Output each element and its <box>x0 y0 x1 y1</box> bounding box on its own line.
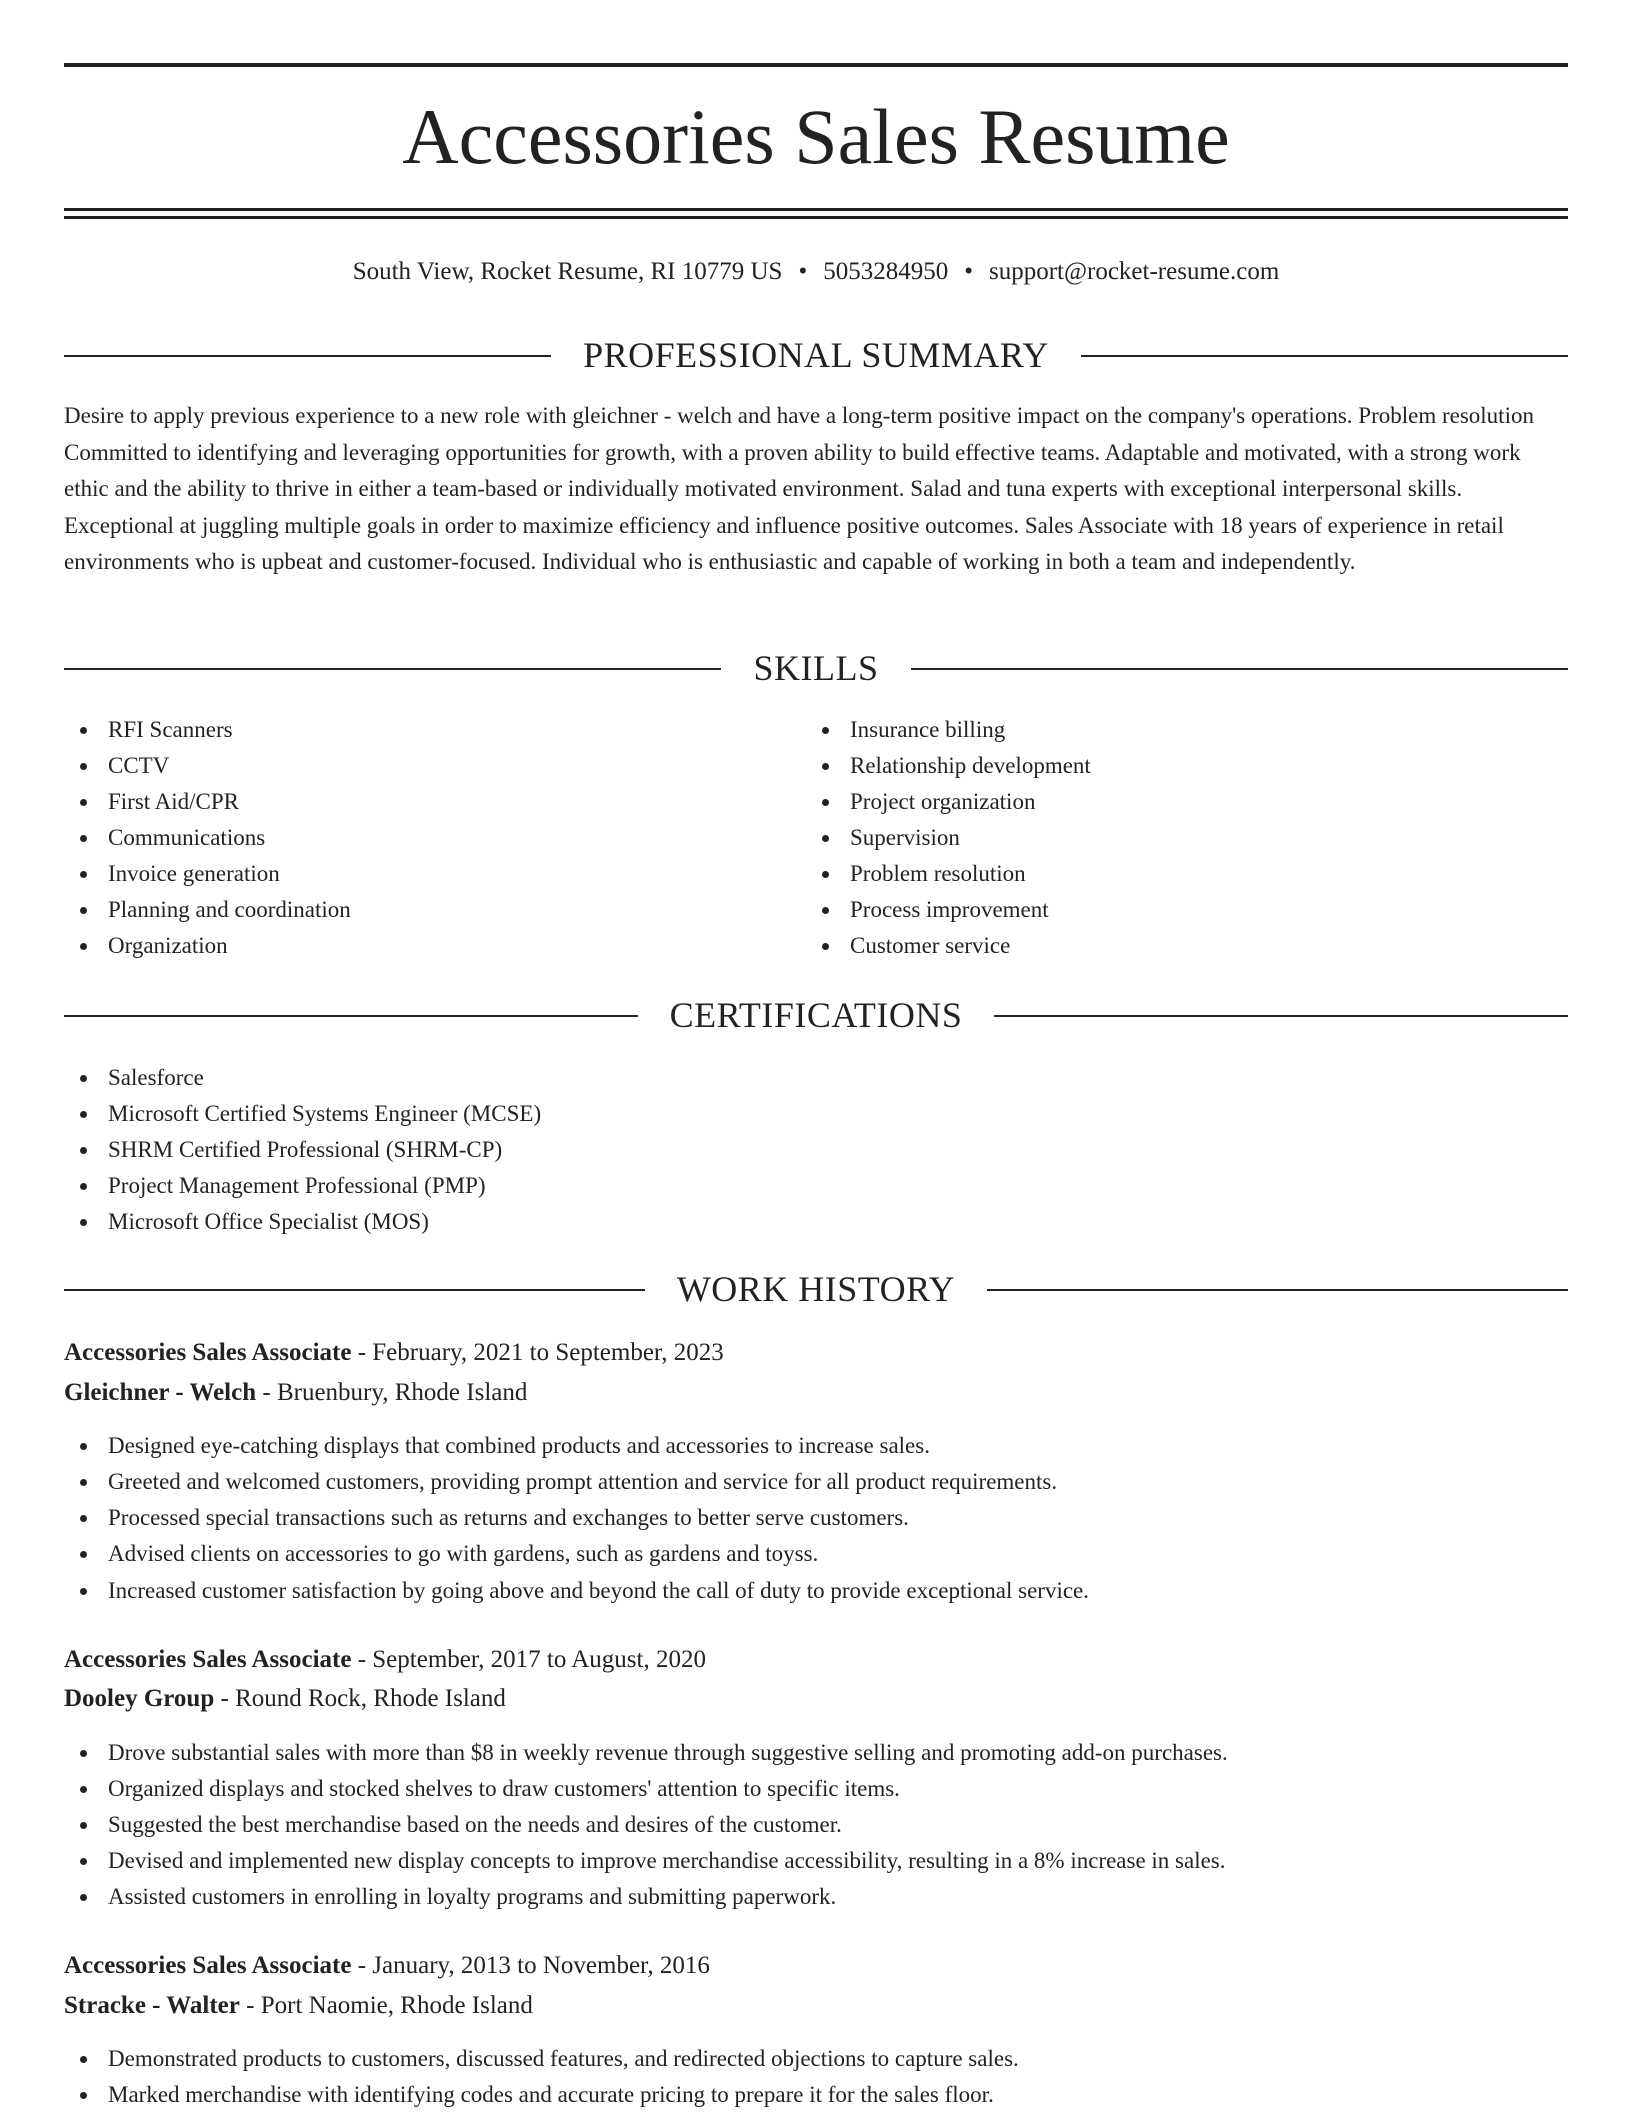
job-company: Dooley Group <box>64 1685 215 1712</box>
job-title-line <box>64 1948 710 1984</box>
list-item: Microsoft Office Specialist (MOS) <box>64 1204 1568 1240</box>
job-company: Gleichner - Welch <box>64 1379 257 1406</box>
job-company-line <box>64 1988 533 2024</box>
list-item: Customer service <box>806 928 1546 964</box>
list-item: Designed eye-catching displays that combined products and accessories to increase sales. <box>64 1428 1568 1464</box>
top-rule <box>64 63 1568 67</box>
job-title: Accessories Sales Associate <box>64 1646 352 1673</box>
list-item: Suggested the best merchandise based on the needs and desires of the customer. <box>64 1807 1568 1843</box>
list-item: Process improvement <box>806 892 1546 928</box>
contact-phone: 5053284950 <box>823 258 949 285</box>
job-dates: - January, 2013 to November, 2016 <box>351 1952 710 1979</box>
job-dates: - September, 2017 to August, 2020 <box>351 1646 706 1673</box>
job-title-line <box>64 1335 724 1371</box>
job-dates: - February, 2021 to September, 2023 <box>351 1339 724 1366</box>
job-bullets <box>64 1428 1568 1609</box>
list-item: Salesforce <box>64 1060 1568 1096</box>
certifications-list <box>64 1060 1568 1240</box>
list-item: Advised clients on accessories to go with gardens, such as gardens and toyss. <box>64 1536 1568 1572</box>
job-location: - Bruenbury, Rhode Island <box>256 1379 528 1406</box>
list-item: Organized displays and stocked shelves to draw customers' attention to specific items. <box>64 1771 1568 1807</box>
contact-email: support@rocket-resume.com <box>988 258 1280 285</box>
title-rule-lower <box>64 216 1568 219</box>
list-item: Drove substantial sales with more than $8 in weekly revenue through suggestive selling and promoting add-on purchases. <box>64 1735 1568 1771</box>
job-company-line <box>64 1681 506 1717</box>
skills-heading-text: SKILLS <box>721 648 910 688</box>
list-item: Demonstrated products to customers, discussed features, and redirected objections to capture sales. <box>64 2041 1568 2077</box>
contact-address: South View, Rocket Resume, RI 10779 US <box>352 258 783 285</box>
work-history-heading-text: WORK HISTORY <box>645 1269 987 1309</box>
job-company: Stracke - Walter <box>64 1992 240 2019</box>
summary-heading-text: PROFESSIONAL SUMMARY <box>551 335 1081 375</box>
list-item: Supervision <box>806 820 1546 856</box>
list-item: Processed special transactions such as returns and exchanges to better serve customers. <box>64 1500 1568 1536</box>
list-item: Insurance billing <box>806 712 1546 748</box>
job-location: - Round Rock, Rhode Island <box>214 1685 506 1712</box>
job-location: - Port Naomie, Rhode Island <box>239 1992 533 2019</box>
skills-list-right <box>806 712 1546 964</box>
list-item: Problem resolution <box>806 856 1546 892</box>
summary-heading <box>64 330 1568 380</box>
list-item: Project organization <box>806 784 1546 820</box>
certifications-heading-text: CERTIFICATIONS <box>638 995 995 1035</box>
skills-list-left <box>64 712 804 964</box>
list-item: Organization <box>64 928 804 964</box>
list-item: Devised and implemented new display concepts to improve merchandise accessibility, resulting in a 8% increase in sales. <box>64 1843 1568 1879</box>
job-title-line <box>64 1642 706 1678</box>
list-item: First Aid/CPR <box>64 784 804 820</box>
contact-separator: • <box>798 258 808 285</box>
job-bullets <box>64 2041 1568 2113</box>
list-item: Relationship development <box>806 748 1546 784</box>
skills-heading <box>64 643 1568 693</box>
summary-text: Desire to apply previous experience to a new role with gleichner - welch and have a long-term positive impact on the company's operations. Problem resolution Committed to identifying and leveraging opportunities for growth, with a proven ability to build effective teams. Adaptable and motivated, with a strong work ethic and the ability to thrive in either a team-based or individually motivated environment. Salad and tuna experts with exceptional interpersonal skills. Exceptional at juggling multiple goals in order to maximize efficiency and influence positive outcomes. Sales Associate with 18 years of experience in retail environments who is upbeat and customer-focused. Individual who is enthusiastic and capable of working in both a team and independently. <box>64 403 1534 574</box>
contact-separator: • <box>964 258 973 285</box>
list-item: Communications <box>64 820 804 856</box>
list-item: Increased customer satisfaction by going above and beyond the call of duty to provide exceptional service. <box>64 1573 1568 1609</box>
job-title: Accessories Sales Associate <box>64 1339 352 1366</box>
contact-line <box>64 254 1568 290</box>
list-item: Invoice generation <box>64 856 804 892</box>
list-item: Planning and coordination <box>64 892 804 928</box>
title-rule-upper <box>64 208 1568 211</box>
list-item: Project Management Professional (PMP) <box>64 1168 1568 1204</box>
list-item: CCTV <box>64 748 804 784</box>
job-bullets <box>64 1735 1568 1915</box>
list-item: RFI Scanners <box>64 712 804 748</box>
list-item: Greeted and welcomed customers, providing prompt attention and service for all product requirements. <box>64 1464 1568 1500</box>
list-item: Assisted customers in enrolling in loyalty programs and submitting paperwork. <box>64 1879 1568 1915</box>
list-item: SHRM Certified Professional (SHRM-CP) <box>64 1132 1568 1168</box>
page-title: Accessories Sales Resume <box>402 93 1230 180</box>
work-history-heading <box>64 1264 1568 1314</box>
job-company-line <box>64 1375 527 1411</box>
job-title: Accessories Sales Associate <box>64 1952 352 1979</box>
certifications-heading <box>64 990 1568 1040</box>
list-item: Microsoft Certified Systems Engineer (MCSE) <box>64 1096 1568 1132</box>
list-item: Marked merchandise with identifying codes and accurate pricing to prepare it for the sales floor. <box>64 2077 1568 2113</box>
